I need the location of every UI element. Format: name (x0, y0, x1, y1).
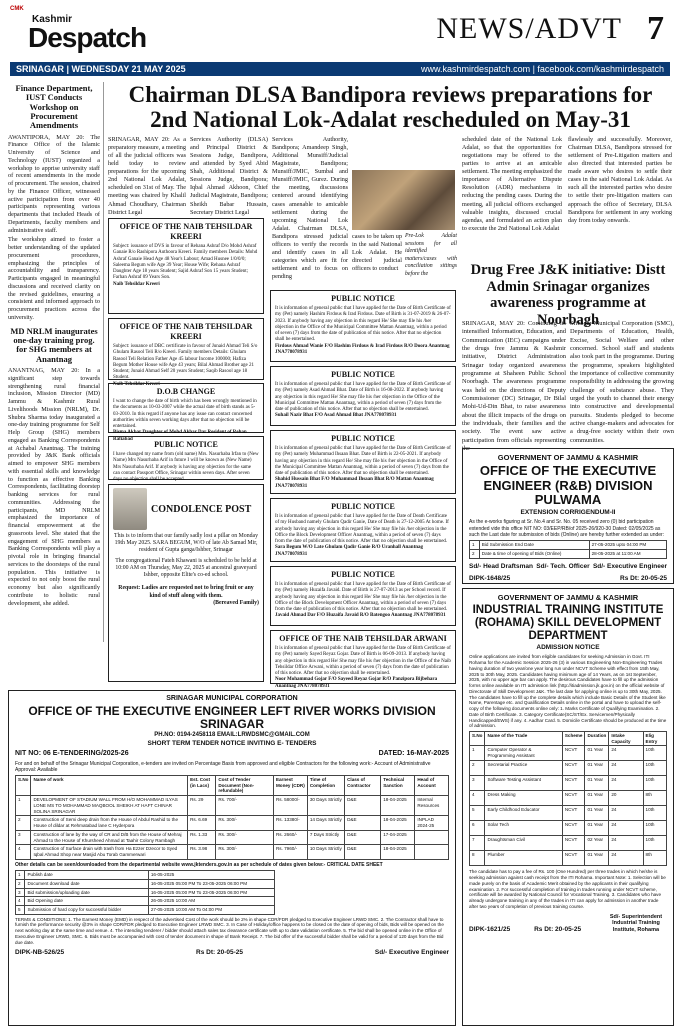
iti-foot: The candidate has to pay a fee of Rs. 100 (One Hundred) per three trades in which he/she is seeking admission against cash receipt from the ITI Rohama. Important Note: 1. Selection will be made purely on the basis of Academic Merit obtained by the applicants in their qualifying examination. 2. For successful completion of training in trades running under NCVT scheme, certificate will be awarded by National Council for Vocational Training. 3. Candidates who have already undergone training in any of the trades in ITI can apply for admission in another trade after two years of completion of previous training course. (469, 869, 666, 909)
table-cell: Secretarial Practice (485, 761, 562, 776)
table-cell: Solar Tech (485, 821, 562, 836)
public-notice-2 (270, 366, 456, 426)
page-number: 7 (647, 10, 664, 47)
table-row (16, 888, 275, 897)
table-cell: Rs. 13380/- (273, 816, 307, 830)
table-cell: NCVT (562, 761, 585, 776)
table-cell: 26-05-2025 10:00 AM (148, 897, 275, 906)
table-cell: DEVELOPMENT OF STADIUM WALL FROM H/O MOHAMMAD ILYAS LONE MS TO MOHAMMAD MAQBOOL SHEIKH AT HAFT CHINAR SOLINA SRINAGAR (31, 796, 188, 816)
table-cell: Rs. 700/- (216, 796, 274, 816)
table-cell: Date & time of opening of Bids (Online) (479, 549, 589, 558)
nrlm-para: ANANTNAG, MAY 20: In a significant step towards strengthening rural financial inclusion, Mission Director (MD) Jammu & Kashmir Rural Livelihoods Mission (NRLM), Dr. Shubra Sharma today inaugurated a one-day training programme for Self Help Group (SHG) members engaged as Banking Correspondents at Achabal Anantnag. The training provided by J&K Bank officials aimed to empower SHG members with essential skills and knowledge to function as effective Banking Correspondents, facilitating doorstep banking services for rural communities. Addressing the participants, MD NRLM emphasized the importance of financial empowerment at the grassroots level. She stated that the engagement of SHG members as Banking Correspondents will play a pivotal role in bringing financial services to the doorsteps of the rural population. This initiative is expected to not only boost the rural economy but also significantly contribute to holistic rural development, she added. (8, 367, 100, 607)
table-cell: 18-04-2025 (381, 816, 415, 830)
table-cell: 3 (16, 888, 25, 897)
table-cell: 24 (609, 836, 643, 851)
table-cell: 1 (470, 541, 480, 550)
notice-title: PUBLIC NOTICE (331, 570, 395, 579)
condolence-body-2: The congregational Fateh Khawani is scheduled to be held at 10:00 AM on Thursday, May 22, 2025 at ancestral graveyard Ishber, opposite Elite's co-ed school. (115, 557, 257, 579)
table-cell: 27-05-2025 10:00 AM To 04:00 PM (148, 906, 275, 915)
table-header: S.No (470, 731, 485, 745)
table-cell: 27-05-2025 upto 04:00 PM (589, 541, 666, 550)
iti-title: INDUSTRIAL TRAINING INSTITUTE (ROHAMA) SKILL DEVELOPMENT DEPARTMENT (472, 604, 664, 642)
table-header: Time of Completion (307, 776, 344, 796)
notice-title: PUBLIC NOTICE (331, 434, 395, 443)
public-notice-4 (270, 498, 456, 562)
table-row (470, 806, 667, 821)
table-cell: NCVT (562, 836, 585, 851)
table-row (470, 541, 667, 550)
notice-body: It is information of general public that I have applied for the Date of Birth Certificate of my (Pet) namely Hashim Firdous & Irad Firdous. Date of Birth is 31-07-2019 & 26-07-2023. If anybody having any objection in this regard He/ She may file his /her objection in the Office of the Municipal Committee Mattan Anantnag, within a period of seven (7) days from the date of publication of this notice. After that no objection shall be entertained. (275, 306, 451, 343)
table-cell: 7 (470, 836, 485, 851)
notice-body: It is information of general public that I have applied for the Date of Death Certificate of my Husband namely Ghulam Qadir Ganie, Date of Death is 27-12-2005 At home. If anybody having any objection in this regard He/ She may file his /her objection in the Office the Block Development Officer Anantnag, within a period of seven (7) days from the date of publication of this notice. After that no objection shall be entertained. (275, 514, 449, 544)
table-row (16, 816, 449, 830)
table-row (16, 796, 449, 816)
smc-dipk: DIPK-NB-526/25 (15, 949, 65, 957)
table-cell: 01 Year (585, 791, 609, 806)
notice-title: PUBLIC NOTICE (331, 370, 395, 379)
rnb-signatures (469, 563, 667, 571)
table-cell: 10th (643, 821, 666, 836)
dateline: SRINAGAR | WEDNESDAY 21 MAY 2025 (16, 64, 186, 74)
notice-body: It is information of general public that I have applied for the Date of Birth Certificate of my (Pet) namely Huzaifa Javaid. Date of Birth is 27-07-2013 as per School record. If anybody having any objection in this regard He/ She may file his /her objection in the Office of the Block Development Officer Anantnag, within a period of seven (7) days from the date of publication of this notice. After that no objection shall be entertained. (275, 582, 451, 612)
notice-body: I have changed my name from (old name) Mrs. Nasurhaba Irfan to (New Name) Mrs Nasurhaba Arif in future I will be known as (New Name) Mrs Nasurhaba Arif. If anybody is having any objection for the same can contact Passport Office, Srinagar within seven days. After seven days no objection shall be accepted. (113, 452, 259, 482)
public-notice-3 (270, 430, 456, 494)
table-cell: 5 (470, 806, 485, 821)
rnb-dipk: DIPK-1648/25 (469, 574, 511, 582)
table-cell: 24 (609, 821, 643, 836)
table-cell: 6 (470, 821, 485, 836)
iust-para-1: AWANTIPORA, MAY 20: The Finance Office of the Islamic University of Science and Technology (IUST) organized a workshop to apprise university staff of recent amendments in the mode of procurement. The session, chaired by the Finance Officer, witnessed active participation from over 40 participants representing various departments that included Heads of Departments, faculty members and administrative staff. (8, 133, 100, 234)
rnb-sign-1: Sd/- Head Draftsman (469, 562, 533, 570)
table-cell: Submission of hard copy for successful bidder (25, 906, 148, 915)
iti-dipk: DIPK-1621/25 (469, 926, 511, 934)
table-header: Est. Cost (in Lacs) (188, 776, 216, 796)
rnb-sign-2: Sd/- Tech. Officer (536, 562, 590, 570)
table-cell: 24 (609, 851, 643, 866)
table-cell: Bid Submission End Date (479, 541, 589, 550)
table-cell: Software Testing Assistant (485, 776, 562, 791)
notice-title: PUBLIC NOTICE (331, 502, 395, 511)
smc-short: SHORT TERM TENDER NOTICE INVITING E- TENDERS (147, 739, 317, 747)
iust-headline: Finance Department, IUST Conducts Workshop on Procurement Amendments (15, 83, 93, 131)
table-cell: 01 Year (585, 761, 609, 776)
table-cell: Rs. 6.69 (188, 816, 216, 830)
smc-footer (15, 949, 449, 957)
table-row (470, 549, 667, 558)
smc-dates-table (15, 870, 275, 915)
table-row (470, 776, 667, 791)
table-cell: Rs. 1.33 (188, 830, 216, 844)
web-links[interactable]: www.kashmirdespatch.com | facebook.com/kashmirdespatch (421, 64, 664, 74)
naib-tehsildar-arwani-notice (270, 630, 456, 689)
lok-adalat-meeting-photo (352, 170, 455, 230)
smc-terms: TERMS & CONDITIONS: 1. The Earnest Money (EMD) in respect of the advertised Cost of the work should be 2% in shape CDR/FDR pledged to Executive Engineer LRWD SMC. 2. The Contractor shall have to furnish the performance security @3% in shape CDR/FDR pledged to Executive Engineer LRWD SMC. 3. In Case of Holiday/office happens to be closed on the date of opening of bids, Bids will be opened on the next working day at the same time and venue. 4. The intending tenderer / bidder should attach sales tax clearance certificate with up to date validation certificate. 5. The bid shall be opened online in the Office of Executive Engineer LRWD, SMC. 6. Bids must be accompanied with cost of tender document in shape of Bank Receipt. 7. The bid offer of the successful bidder shall be valid for a period of 120 days from the Bid due date. (15, 916, 444, 945)
table-cell: D&E (345, 845, 381, 859)
table-header: Earnest Money (CDR) (273, 776, 307, 796)
table-cell: Early Childhood Educator (485, 806, 562, 821)
table-row (470, 761, 667, 776)
table-cell: Construction of Surface drain with trash from Ha Ezzer Dzecor to Syed Iqbal Ahmad Shop near Masjid Abu Torab Gammerwari (31, 845, 188, 859)
masthead-logo (10, 6, 150, 60)
table-cell: 24 (609, 746, 643, 761)
notice-sign: Shahid Hussain Bhat F/O Muhammad Ihsaan Bhat R/O Mattan Anantnag JNA778078931 (275, 477, 434, 489)
condolence-request: Request: Ladies are requested not to bring fruit or any kind of stuff along with them. (118, 585, 254, 599)
notice-sign: Noor Mohammad Gojar F/O Sayeed Reyaz Gojar R/O Panzipora Bijbehara Anantnag JNA778078931 (275, 677, 438, 689)
table-cell: Rs. 300/- (216, 816, 274, 830)
nrlm-headline: MD NRLM inaugurates one-day training prog. for SHG members at Anantnag (10, 325, 98, 364)
table-header: Technical Sanction (381, 776, 415, 796)
smc-title: OFFICE OF THE EXECUTIVE ENGINEER LEFT RIVER WORKS DIVISION SRINAGAR (28, 703, 436, 731)
notice-sign: Naib Tehsildar Kreeri (113, 281, 160, 287)
table-cell: 28-05-2025 at 11:00 AM (589, 549, 666, 558)
table-cell: Computer Operator & Programming Assistant (485, 746, 562, 761)
notice-body: Subject: issuance of DVS in favour of Rehana Ashraf D/o Mohd Ashraf Ganaie R/o Rashipora Authoora Kreeri. Family members Details: Mohd Ashraf Ganaie Head Age 48 Year's Labour; Amad Husnee 1/0/0/0; Saleema Begum wife Age 39 Year; House Wife; Rehana Ashraf Daughter Age 18 years Student; Sajid Ashraf Son 15 years Student; Farhan Ashraf 09 Years Son. (113, 244, 258, 281)
table-cell: 16-05-2025 05:00 PM To 23-05-2025 06:00 PM (148, 879, 275, 888)
table-cell: Document download date (25, 879, 148, 888)
section-title: NEWS/ADVT (436, 12, 622, 45)
condolence-sign: (Bereaved Family) (213, 599, 259, 606)
lok-adalat-col-3: Services Authority, Bandipora; Amandeep Singh, Additional Munsiff/Judicial Magistrate, Bandipora; Munsiff/JMIC, Sumbal and Munsiff/JMIC, Gurez. During the meeting, discussions centered around identifying cases amenable to amicable settlement during the upcoming National Lok Adalat. Chairman DLSA, Bandipora stressed judicial officers to verify the records and identify cases in all categories which are fit for settlement and to focus on pending (272, 136, 348, 281)
table-header: Elig Entry (643, 731, 666, 745)
table-cell: 01 Year (585, 746, 609, 761)
table-row (470, 746, 667, 761)
notice-body: It is information of general public that I have applied for the Date of Birth Certificate of my (Pet) namely Sayed Reyaz Gojar. Date of Birth is 06-09-2013. If anybody having any objection in this regard He/ She may file his /her objection in the Office of the Naib Tehsildar Office Arwani, within a period of seven (7) days from the date of publication of this notice. After that no objection shall be entertained. (275, 646, 451, 676)
table-cell: NCVT (562, 776, 585, 791)
table-cell: 01 Year (585, 806, 609, 821)
table-header: Scheme (562, 731, 585, 745)
table-cell: NCVT (562, 791, 585, 806)
table-cell: D&E (345, 830, 381, 844)
table-cell: 3 (16, 830, 31, 844)
table-cell: 10 Days Strictly (307, 845, 344, 859)
drug-free-headline: Drug Free J&K initiative: Distt Admin Srinagar organizes awareness programme at Noorbagh (470, 262, 666, 329)
smc-tender-ad (8, 690, 456, 1026)
smc-other: Other details can be seen/downloaded from the departmental website www.jktenders.gov.in as per schedule of dates given below:- CRITICAL DATE SHEET (15, 861, 383, 868)
notice-sign: Firdous Ahmad Wanie F/O Hashim Firdous & Irad Firdous R/O Doora Anantnag JNA778078931 (275, 343, 450, 355)
table-row (16, 879, 275, 888)
smc-intro: For and on behalf of the Srinagar Municipal Corporation, e-tenders are invited on Percentage Basis from approved and eligible Contractors for the following work:- Account of Administrative Approval: Available (15, 760, 431, 773)
table-cell: 10th (643, 746, 666, 761)
table-cell: 17-04-2025 (381, 830, 415, 844)
iti-footer (469, 914, 667, 935)
table-cell: Rs. 29 (188, 796, 216, 816)
table-cell: Rs. 300/- (216, 830, 274, 844)
rnb-body: As the e-works figuring at Sr. No.4 and Sr. No. 05 received zero (0) bid participation extended vide this office NIT NO: 03/EEP/RB/of 2025-26/920-30 Dated: 02/05/2025 as such the Last date for submission of bids (Online) are hereby further extended as under: (469, 519, 665, 538)
table-cell: NCVT (562, 821, 585, 836)
condolence-post (108, 484, 264, 682)
table-cell: NCVT (562, 851, 585, 866)
lok-adalat-col-4b: Pre-Lok Adalat sessions for all identified matters/cases with conciliation sittings before the (405, 233, 457, 277)
public-notice-5 (270, 566, 456, 626)
logo-kashmir: Kashmir (32, 14, 73, 25)
table-cell: Bid Opening date (25, 897, 148, 906)
table-header: Duration (585, 731, 609, 745)
logo-despatch: Despatch (28, 22, 147, 53)
table-cell: Plumber (485, 851, 562, 866)
lok-adalat-col-1: SRINAGAR, MAY 20: As a preparatory measure, a meeting of all the judicial officers was held today to review preparations for the upcoming 2nd National Lok Adalat, scheduled on 31st of May. The meeting was chaired by Khalil Ahmad Choudhary, Chairman District Legal (108, 136, 186, 216)
table-cell: 2 (470, 549, 480, 558)
table-row (16, 830, 449, 844)
table-cell: 4 (16, 845, 31, 859)
table-cell: NCVT (562, 746, 585, 761)
table-cell: 3 (470, 776, 485, 791)
table-cell (415, 845, 449, 859)
table-cell: 02 Year (585, 836, 609, 851)
cmk-mark: CMK (10, 6, 24, 12)
table-cell: 1 (16, 796, 31, 816)
rnb-footer (469, 575, 667, 583)
iti-rs: Rs Dt: 20-05-25 (534, 926, 582, 934)
notice-title: PUBLIC NOTICE (331, 294, 395, 303)
table-cell: 18-04-2025 (381, 796, 415, 816)
iti-body: Online applications are invited from eligible candidates for seeking Admission in Govt. ITI Rohama for the Academic Session 2025-26 (3) in various Engineering Non-Engineering Trades having duration of two year/one year long run under NCVT Scheme with effect from 15th May, 2025 to 30th May, 2025. Candidates having minimum age of 14 Years, as on 1st September, 2025, with no upper age bar can apply. The desirous Candidates have to fill up the admission forms online available on ITI admission link (http://itiadmission.jk.gov.in) on the official website of Directorate of Skill Development J&K. The last date for applying online is up to 30th May, 2025. The candidates have to fill up the complete details which include Basic Details of the Student like Name, Parentage etc. and Qualification Details online in the portal and have to upload the self-copy of the following documents online only: 1. Marks Certificate of Qualifying Examination. 2. Date of Birth Certificate. 3. Category Certificate(SC/ST/Ex. Servicemen/Physically Handicapped/EWS) if any. 4. Aadhar Card. 5. Domicile Certificate should be produced at the time of admission. (469, 654, 667, 729)
notice-sign: Sara Begum W/O Late Ghulam Qadir Ganie R/O Uranhall Anantnag JNA778078931 (275, 545, 424, 557)
table-cell: 14 Days Strictly (307, 816, 344, 830)
iti-sign: Sd/- Superintendent Industrial Training Institute, Rohama (609, 913, 663, 934)
notice-sign: Naib Tehsildar Kreeri (113, 381, 160, 387)
notice-title: PUBLIC NOTICE (154, 440, 218, 449)
lok-adalat-col-4: cases to be taken up in the said National Lok Adalat. He directed judicial officers to conduct (352, 233, 402, 273)
notice-sign: Bisma Akbar Daughter of Mohd Akbar Dar Resident of Rehan Rafiabad (113, 430, 247, 442)
iti-sub: ADMISSION NOTICE (536, 644, 600, 652)
notice-sign: Suhail Nazir Bhat F/O Asad Ahmad Bhat JNA778078931 (275, 413, 397, 419)
smc-nit: NIT NO: 06 E-TENDERING/2025-26 (15, 749, 129, 757)
table-cell: 2 (470, 761, 485, 776)
table-cell: 01 Year (585, 821, 609, 836)
table-row (470, 821, 667, 836)
table-header: Head of Account (415, 776, 449, 796)
table-cell: Rs. 300/- (216, 845, 274, 859)
drug-free-col-2: Srinagar Municipal Corporation (SMC), Departments of Education, Health, Excise, Social Welfare and other concerned. School staff and students also took part in the programme. During the programme, speakers highlighted the importance of collective community responsibility in addressing the growing challenge of substance abuse. They urged the youth to channel their energy into constructive and developmental pursuits. Students pledged to become active change-makers and advocates for a drug-free society within their own communities. (570, 320, 674, 444)
left-column (8, 82, 100, 609)
condolence-body-1: This is to inform that our family sadly lost a pillar on Monday 19th May 2025. SARA BEGUM, W/O of late Ab Samad Mir, resident of Gupta ganga/Ishber, Srinagar (114, 533, 258, 554)
rnb-sub: EXTENSION CORRIGENDUM-II (520, 509, 616, 517)
table-cell: 24 (609, 776, 643, 791)
table-row (16, 845, 449, 859)
table-cell: 7 Days Strictly (307, 830, 344, 844)
table-row (470, 851, 667, 866)
table-cell: 16-05-2025 (148, 871, 275, 880)
table-header: Name of the Trade (485, 731, 562, 745)
rnb-gov: GOVERNMENT OF JAMMU & KASHMIR (497, 453, 639, 462)
table-cell: 8th (643, 851, 666, 866)
table-row (16, 897, 275, 906)
table-cell: 30 Days Strictly (307, 796, 344, 816)
table-cell: 4 (16, 897, 25, 906)
table-cell: 4 (470, 791, 485, 806)
table-cell: 24 (609, 761, 643, 776)
table-cell: 5 (16, 906, 25, 915)
table-row (16, 906, 275, 915)
table-row (470, 791, 667, 806)
table-cell: 1 (16, 871, 25, 880)
table-cell: 8 (470, 851, 485, 866)
lok-adalat-col-5: scheduled date of the National Lok Adalat, so that the opportunities for negotiations may be offered to the parties to arrive at an amicable settlement. The meeting emphasized the importance of Alternative Dispute Resolution (ADR) mechanisms in reducing the pending cases. During the meeting, all judicial officers exchanged valuable insights, discussed crucial agendas, and formulated an action plan to execute the 2nd National Lok Adalat (462, 136, 562, 232)
iust-para-2: The workshop aimed to foster a better understanding of the updated procurement procedures, emphasizing the principles of accountability and transparency. Participants engaged in meaningful discussions and received clarity on the revised guidelines, ensuring a consistent and informed approach to procurement practices across the university. (8, 236, 100, 321)
table-cell: 2 (16, 816, 31, 830)
table-cell: 16-05-2025 05:00 PM To 23-05-2025 06:00 PM (148, 888, 275, 897)
table-cell: 18-04-2025 (381, 845, 415, 859)
smc-head: SRINAGAR MUNICIPAL CORPORATION (166, 695, 298, 702)
table-cell: 8th (643, 791, 666, 806)
table-cell: Rs. 7960/- (273, 845, 307, 859)
lok-adalat-col-6: flawlessly and successfully. Moreover, Chairman DLSA, Bandipora stressed for settlement of Pre-Litigation matters and also directed that interested parties be made aware who desires to settle their cases in the said National Lok Adalat. As such all the interested parties who desire to settle their pre-litigation matters can approach the office of Secretary, DLSA Bandipora for settlement in any working day from today onwards. (568, 136, 672, 224)
rnb-table (469, 540, 667, 558)
table-cell: Rs. 58000/- (273, 796, 307, 816)
table-header: Class of Contractor (345, 776, 381, 796)
notice-body: It is information of general public that I have applied for the Date of Birth Certificate of my (Pet) namely Muhammad Ihsaan Bhat. Date of Birth is 22-05-2021. If anybody having any objection in this regard He/ She may file his /her objection in the Office of the Municipal Committee Mattan Anantnag, within a period of seven (7) days from the date of publication of this notice. After that no objection shall be entertained. (275, 446, 451, 476)
notice-title: OFFICE OF THE NAIB TEHSILDAR KREERI (119, 222, 253, 241)
notice-body: I want to change the date of birth which has been wrongly mentioned in the documents as 10-03-2007 while the actual date of birth stands as 5-03-2010. In this regard if anyone has any issue can contact concerned authorities within seven working days after that no objection will be entertained. (113, 399, 257, 429)
rnb-title: OFFICE OF THE EXECUTIVE ENGINEER (R&B) DIVISION PULWAMA (479, 463, 657, 507)
name-change-notice (108, 436, 264, 480)
smc-contact: PH.NO: 0194-2458118 EMAIL:LRWDSMC@GMAIL.COM (154, 732, 310, 739)
table-header: Intake Capacity (609, 731, 643, 745)
deceased-photo (113, 488, 147, 530)
drug-free-col-1: SRINAGAR, MAY 20: Continuing its intensified Information, Education, and Communication (IEC) campaigns under the drugs free Jammu & Kashmir initiative, District Administration Srinagar today organized awareness programme at Shaheen Public School Noorbagh. The awareness programme was held on the directions of Deputy Commissioner (DC) Srinagar, Dr Bilal Mohi-Ud-Din Bhat, to raise awareness about the illicit impacts of the drugs on the individuals, their families and the society. The event saw active participation from officials representing the (462, 320, 566, 452)
table-cell: 1 (470, 746, 485, 761)
table-row (16, 871, 275, 880)
table-cell: 10th (643, 761, 666, 776)
dateline-bar (10, 62, 670, 76)
rnb-rs: Rs Dt: 20-05-25 (620, 574, 667, 582)
rnb-pulwama-ad (462, 448, 674, 584)
column-rule (103, 82, 104, 642)
iti-table (469, 731, 667, 866)
table-cell: INPLAD 2024-25 (415, 816, 449, 830)
table-cell: Construction of lane by the way of CR and D/B from the House of Mehraj Ahmad to the House of Khursheed Ahmad at Taahir Colony Rambagh (31, 830, 188, 844)
smc-dated: DATED: 16-MAY-2025 (378, 749, 449, 757)
naib-tehsildar-kreeri-notice-2 (108, 318, 264, 387)
notice-title: D.O.B CHANGE (156, 387, 216, 396)
table-cell: Construction of Semi deep drain from the House of Abdul Rashid to the House of dildar at Rehmatabad lane C Hyderpora (31, 816, 188, 830)
table-cell: Rs. 2660/- (273, 830, 307, 844)
naib-tehsildar-kreeri-notice-1 (108, 218, 264, 314)
table-cell: 10th (643, 806, 666, 821)
table-cell: 2 (16, 879, 25, 888)
table-header: Name of work (31, 776, 188, 796)
table-row (470, 836, 667, 851)
iti-rohama-ad (462, 588, 674, 1026)
table-cell: 10th (643, 776, 666, 791)
table-cell: D&E (345, 816, 381, 830)
dob-change-notice (108, 383, 264, 442)
smc-sign: Sd/- Executive Engineer (374, 949, 449, 957)
smc-nit-row (15, 750, 449, 759)
public-notice-1 (270, 290, 456, 362)
table-cell: Internal Resources (415, 796, 449, 816)
notice-body: It is information of general public that I have applied for the Date of Birth Certificate of my (Pet) namely Asad Ahmad Bhat. Date of Birth is 16-08-2022. If anybody having any objection in this regard He/ She may file his /her objection in the Office of the Municipal Committee Mattan Anantnag, within a period of seven (7) days from the date of publication of this notice. After that no objection shall be entertained. (275, 382, 451, 412)
condolence-title: CONDOLENCE POST (151, 504, 252, 515)
smc-table (15, 775, 449, 860)
main-headline: Chairman DLSA Bandipora reviews preparations for 2nd National Lok-Adalat rescheduled on May-31 (128, 82, 653, 133)
smc-rs: Rs Dt: 20-05-25 (196, 949, 244, 957)
table-cell (415, 830, 449, 844)
table-cell: NCVT (562, 806, 585, 821)
notice-body: Subject: issuance of DBC certificate in favour of Junaid Ahmad Teli S/o Ghulam Rasool Teli R/o Kreeri. Family members Details: Ghulam Rasool Teli Relation Father Age 45 labour Income 100000; Hafiza Begum Mother House wife Age 43 years; Bilal Ahmad Brother age 21 Student; Junaid Ahmad Self 20 years Student; Saqib Rasool age 18 Student. (113, 344, 258, 381)
table-cell: Publish date (25, 871, 148, 880)
table-cell: 01 Year (585, 851, 609, 866)
table-cell: Bid submission/uploading date (25, 888, 148, 897)
notice-title: OFFICE OF THE NAIB TEHSILDAR KREERI (119, 322, 253, 341)
table-cell: 24 (609, 806, 643, 821)
lok-adalat-col-2: Services Authority (DLSA) and Principal District & Sessions Judge, Bandipora, and attended by Syed Abid Shah, Additional District & Sessions Judge, Bandipora; Iqbal Ahmad Akhoon, Chief Judicial Magistrate, Bandipora; Sheikh Babar Hussain, Secretary District Legal (190, 136, 268, 216)
notice-sign: Javaid Ahmad Dar F/O Huzaifa Javaid R/O Batengoo Anantnag JNA778078931 (275, 613, 446, 619)
table-cell: Dress Making (485, 791, 562, 806)
table-cell: D&E (345, 796, 381, 816)
table-header: Cost of Tender Document (Non-refundable) (216, 776, 274, 796)
table-cell: 01 Year (585, 776, 609, 791)
rnb-sign-3: Sd/- Executive Engineer (592, 562, 667, 570)
table-cell: Draughtsman Civil (485, 836, 562, 851)
iti-gov: GOVERNMENT OF JAMMU & KASHMIR (497, 593, 639, 602)
table-cell: Rs. 3.98 (188, 845, 216, 859)
table-header: S.No (16, 776, 31, 796)
notice-title: OFFICE OF THE NAIB TEHSILDAR ARWANI (279, 634, 447, 643)
table-cell: 10th (643, 836, 666, 851)
table-cell: 20 (609, 791, 643, 806)
